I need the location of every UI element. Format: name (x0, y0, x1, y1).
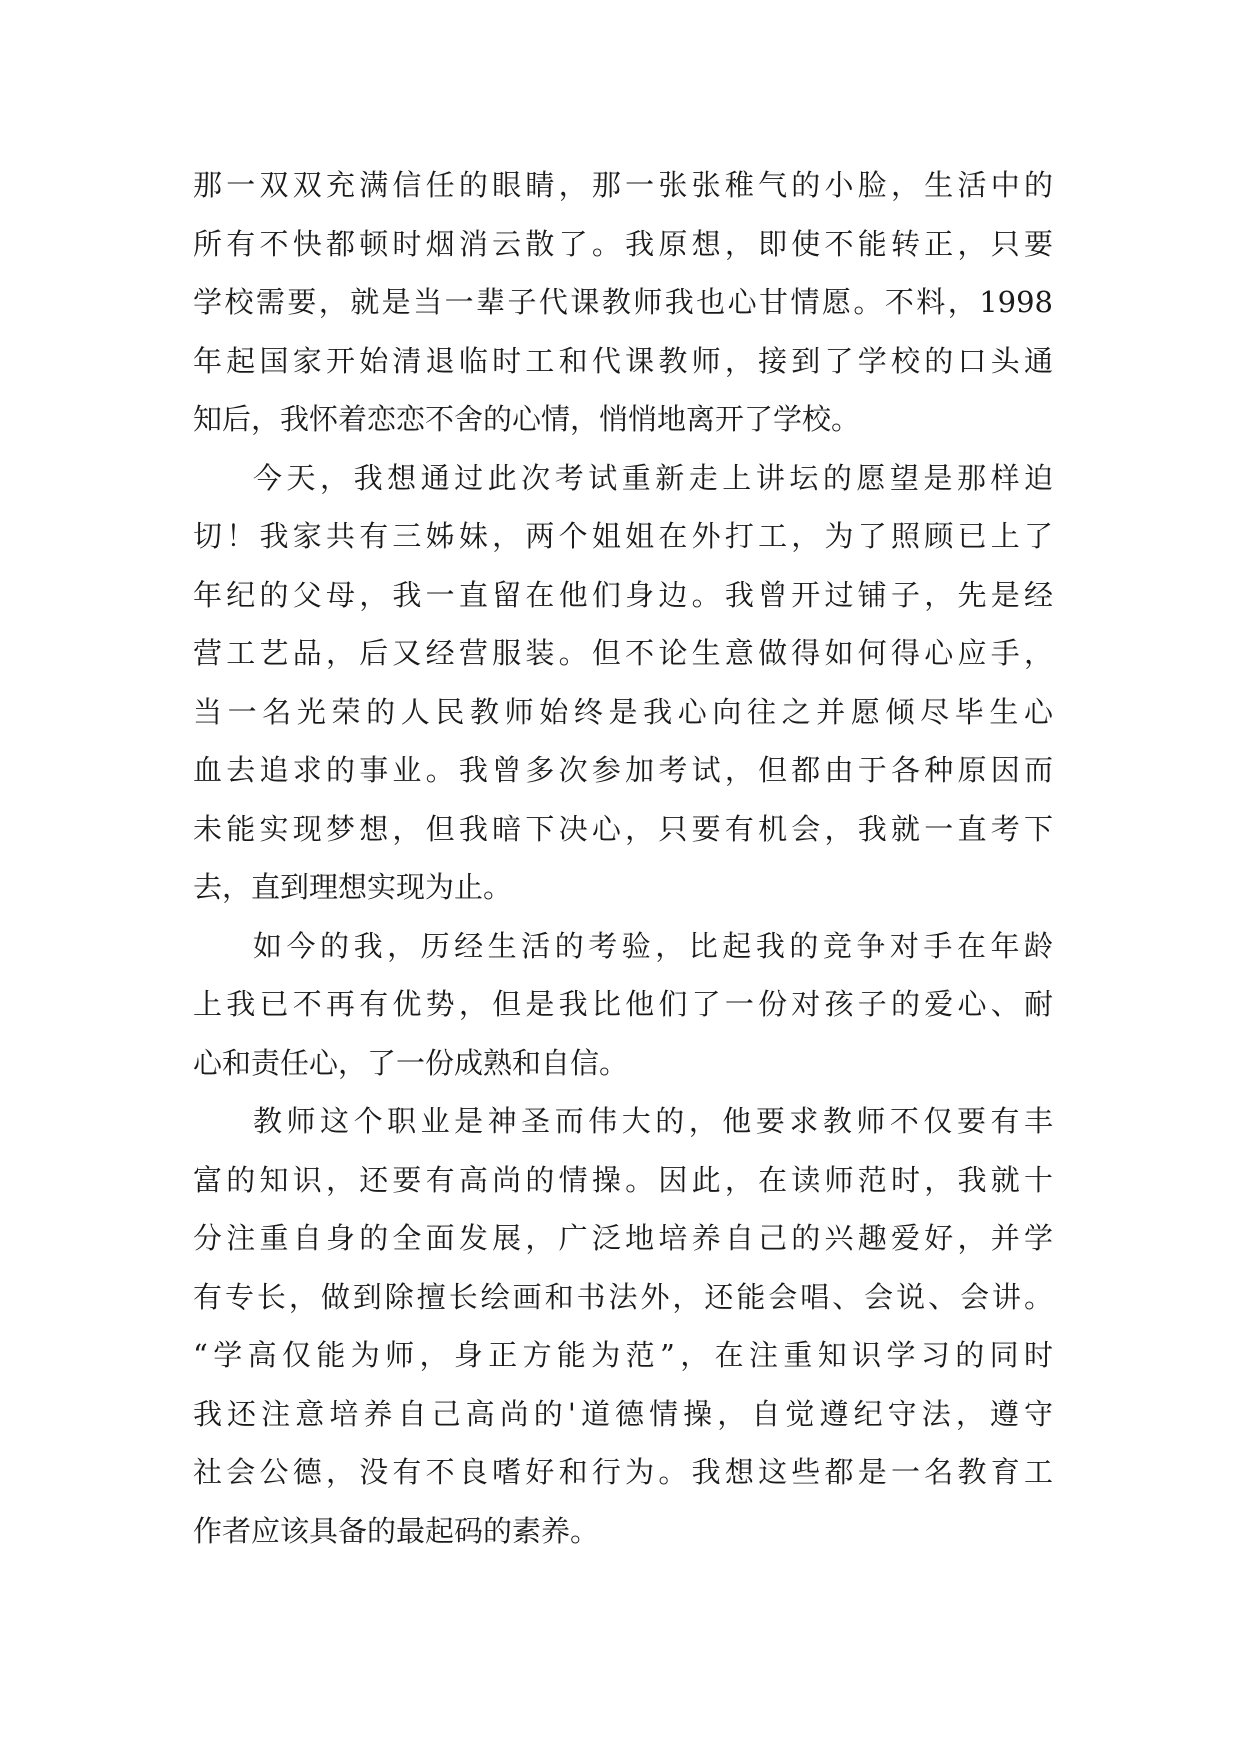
text-line: 分注重自身的全面发展，广泛地培养自己的兴趣爱好，并学 (193, 1221, 1053, 1255)
text-line: 富的知识，还要有高尚的情操。因此，在读师范时，我就十 (193, 1162, 1053, 1197)
paragraph-first-line: 教师这个职业是神圣而伟大的，他要求教师不仅要有丰 (253, 1104, 1053, 1138)
text-line: 上我已不再有优势，但是我比他们了一份对孩子的爱心、耐 (193, 987, 1053, 1021)
text-line: “学高仅能为师，身正方能为范”，在注重知识学习的同时 (193, 1338, 1053, 1372)
text-line: 切！我家共有三姊妹，两个姐姐在外打工，为了照顾已上了 (193, 519, 1053, 553)
text-line: 社会公德，没有不良嗜好和行为。我想这些都是一名教育工 (193, 1455, 1053, 1489)
text-line: 所有不快都顿时烟消云散了。我原想，即使不能转正，只要 (193, 226, 1053, 261)
text-line: 作者应该具备的最起码的素养。 (193, 1513, 600, 1548)
text-line: 年纪的父母，我一直留在他们身边。我曾开过铺子，先是经 (193, 577, 1053, 612)
text-line: 学校需要，就是当一辈子代课教师我也心甘情愿。不料，1998 (193, 285, 1053, 319)
text-line: 知后，我怀着恋恋不舍的心情，悄悄地离开了学校。 (193, 402, 861, 436)
text-line: 当一名光荣的人民教师始终是我心向往之并愿倾尽毕生心 (193, 694, 1053, 729)
text-line: 那一双双充满信任的眼睛，那一张张稚气的小脸，生活中的 (193, 168, 1053, 202)
text-line: 我还注意培养自己高尚的'道德情操，自觉遵纪守法，遵守 (193, 1396, 1053, 1431)
text-line: 血去追求的事业。我曾多次参加考试，但都由于各种原因而 (193, 753, 1053, 787)
text-line: 心和责任心，了一份成熟和自信。 (193, 1045, 629, 1080)
paragraph-first-line: 今天，我想通过此次考试重新走上讲坛的愿望是那样迫 (253, 460, 1053, 495)
document-body (193, 156, 1053, 1560)
text-line: 有专长，做到除擅长绘画和书法外，还能会唱、会说、会讲。 (193, 1279, 1053, 1314)
text-line: 年起国家开始清退临时工和代课教师，接到了学校的口头通 (193, 343, 1053, 378)
paragraph-first-line: 如今的我，历经生活的考验，比起我的竞争对手在年龄 (253, 928, 1053, 963)
text-line: 未能实现梦想，但我暗下决心，只要有机会，我就一直考下 (193, 811, 1053, 846)
text-line: 去，直到理想实现为止。 (193, 870, 513, 904)
text-line: 营工艺品，后又经营服装。但不论生意做得如何得心应手， (193, 636, 1053, 670)
